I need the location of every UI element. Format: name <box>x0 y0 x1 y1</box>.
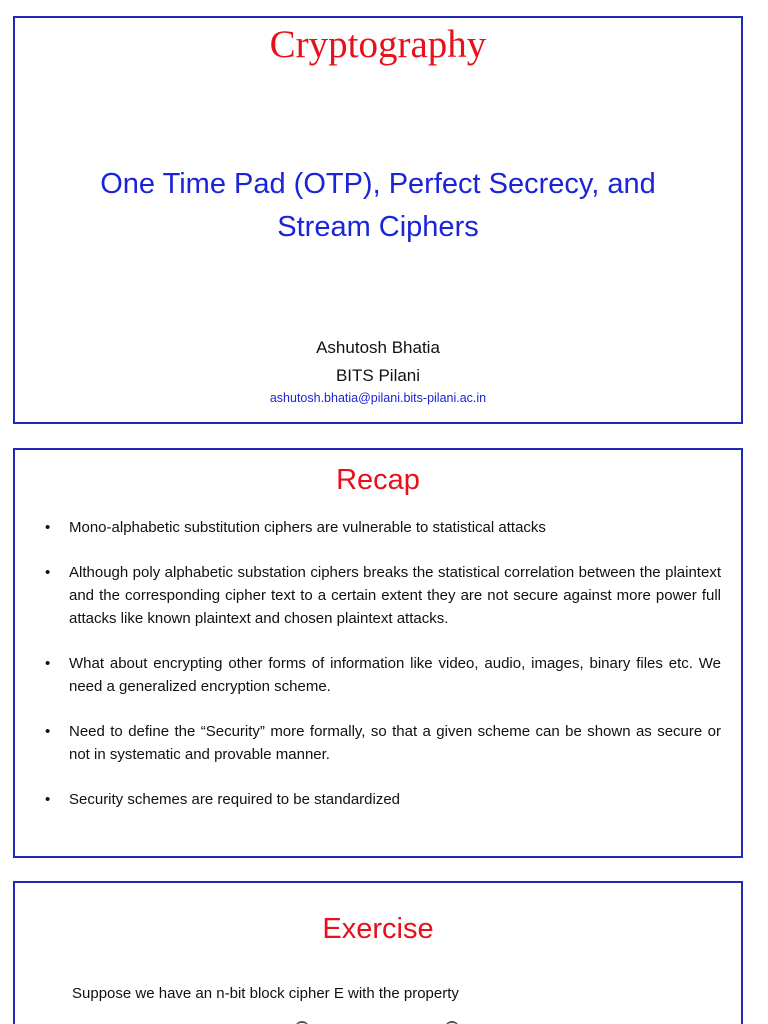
recap-heading: Recap <box>336 464 420 496</box>
recap-bullet-list <box>43 516 721 833</box>
title-slide <box>13 16 743 424</box>
list-item <box>43 788 721 811</box>
bullet-icon: • <box>45 564 51 581</box>
subtitle-line-2: Stream Ciphers <box>277 211 479 243</box>
bullet-text: Although poly alphabetic substation ciphers breaks the statistical correlation between the plaintext and the corresponding cipher text to a certain extent they are not secure against more power full attacks like known plaintext and chosen plaintext attacks. <box>69 564 721 627</box>
bullet-icon: • <box>45 723 51 740</box>
author-block <box>15 334 741 390</box>
list-item <box>43 720 721 766</box>
subtitle-line-1: One Time Pad (OTP), Perfect Secrecy, and <box>100 168 656 200</box>
recap-slide <box>13 448 743 858</box>
slide-subtitle <box>15 163 741 249</box>
bullet-text: Mono-alphabetic substitution ciphers are vulnerable to statistical attacks <box>69 519 546 536</box>
exercise-slide <box>13 881 743 1024</box>
bullet-icon: • <box>45 655 51 672</box>
author-name: Ashutosh Bhatia <box>316 338 440 357</box>
author-affiliation: BITS Pilani <box>335 366 421 385</box>
list-item <box>43 652 721 698</box>
bullet-icon: • <box>45 791 51 808</box>
exercise-text: Suppose we have an n-bit block cipher E with the property <box>72 985 459 1002</box>
list-item <box>43 516 721 539</box>
exercise-heading: Exercise <box>322 913 434 945</box>
bullet-icon: • <box>45 519 51 536</box>
bullet-text: What about encrypting other forms of information like video, audio, images, binary files etc. We need a generalized encryption scheme. <box>69 655 721 695</box>
bullet-text: Security schemes are required to be standardized <box>69 791 401 808</box>
author-email: ashutosh.bhatia@pilani.bits-pilani.ac.in <box>269 391 487 405</box>
bullet-text: Need to define the “Security” more formally, so that a given scheme can be shown as secure or not in systematic and provable manner. <box>69 723 721 763</box>
list-item <box>43 561 721 630</box>
slide-title: Cryptography <box>269 23 487 66</box>
